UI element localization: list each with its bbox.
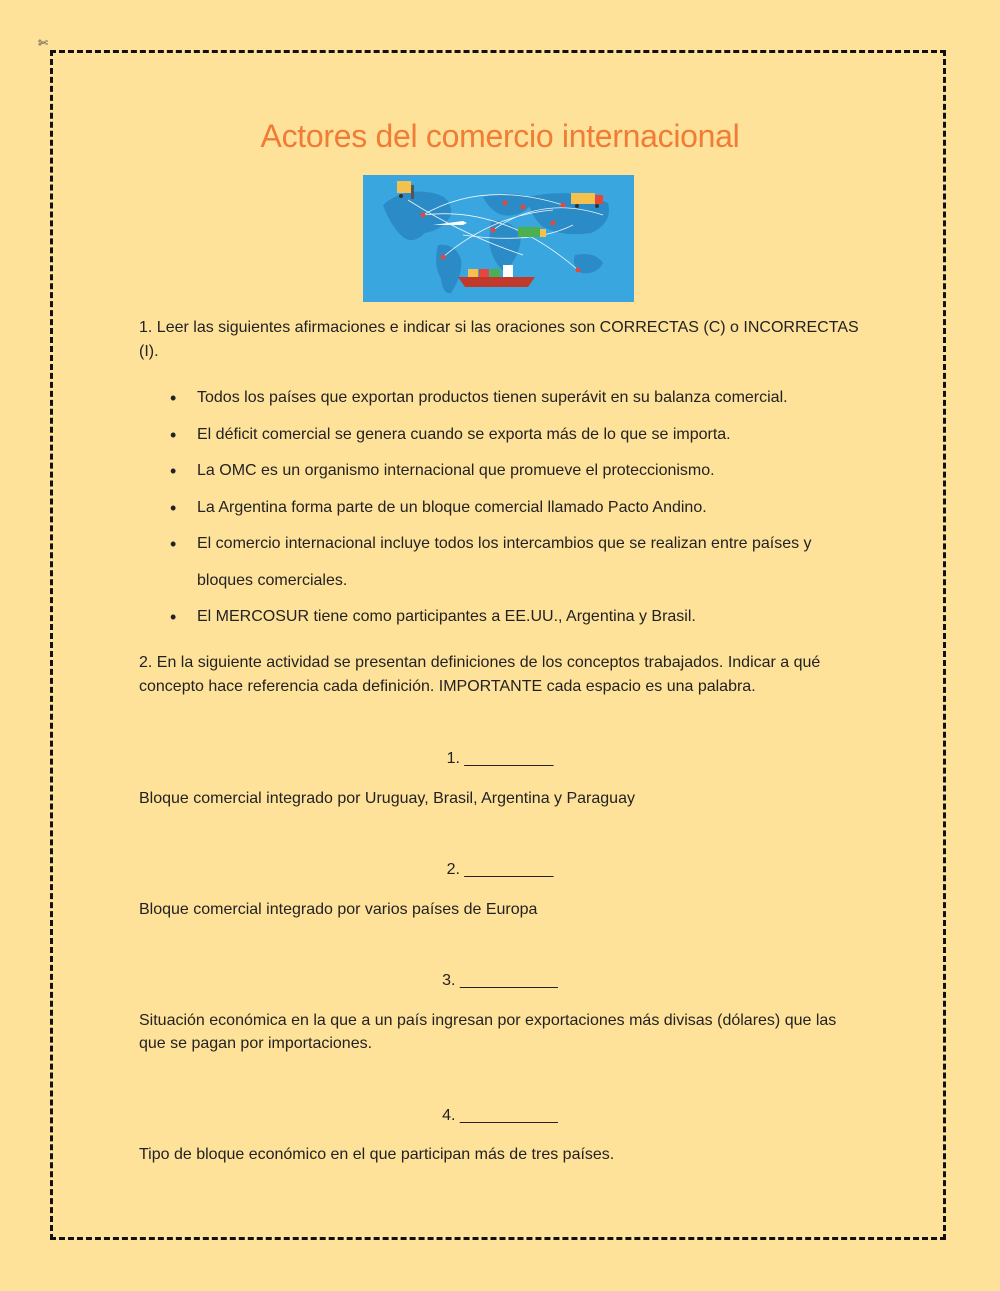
statements-list bbox=[170, 380, 870, 636]
statement-item: • El MERCOSUR tiene como participantes a EE.UU., Argentina y Brasil. bbox=[170, 599, 870, 636]
world-map-icon bbox=[363, 175, 634, 302]
statement-item: • El déficit comercial se genera cuando se exporta más de lo que se importa. bbox=[170, 417, 870, 454]
statement-item: • La Argentina forma parte de un bloque comercial llamado Pacto Andino. bbox=[170, 490, 870, 527]
statement-item: • El comercio internacional incluye todos los intercambios que se realizan entre países y bloques comerciales. bbox=[170, 526, 817, 599]
statement-item: • La OMC es un organismo internacional que promueve el proteccionismo. bbox=[170, 453, 870, 490]
definition-1: Bloque comercial integrado por Uruguay, Brasil, Argentina y Paraguay bbox=[139, 790, 635, 807]
definition-3: Situación económica en la que a un país ingresan por exportaciones más divisas (dólares) que las que se pagan por importaciones. bbox=[139, 1012, 837, 1052]
definition-4: Tipo de bloque económico en el que participan más de tres países. bbox=[139, 1146, 615, 1163]
question-1-prompt: 1. Leer las siguientes afirmaciones e indicar si las oraciones son CORRECTAS (C) o INCORRECTAS (I). bbox=[139, 319, 859, 360]
answer-blank-4[interactable]: 4. ___________ bbox=[442, 1107, 558, 1124]
scissors-icon: ✄ bbox=[38, 36, 49, 50]
definition-2: Bloque comercial integrado por varios países de Europa bbox=[139, 901, 538, 918]
answer-blank-3[interactable]: 3. ___________ bbox=[442, 972, 558, 989]
answer-blank-1[interactable]: 1. __________ bbox=[446, 750, 554, 767]
statement-item: • Todos los países que exportan productos tienen superávit en su balanza comercial. bbox=[170, 380, 870, 417]
answer-blank-2[interactable]: 2. __________ bbox=[446, 861, 554, 878]
page-title: Actores del comercio internacional bbox=[260, 118, 740, 154]
question-2-prompt: 2. En la siguiente actividad se presentan definiciones de los conceptos trabajados. Indicar a qué concepto hace referencia cada definición. IMPORTANTE cada espacio es una palabra. bbox=[139, 654, 821, 695]
trade-map-image bbox=[363, 175, 634, 302]
